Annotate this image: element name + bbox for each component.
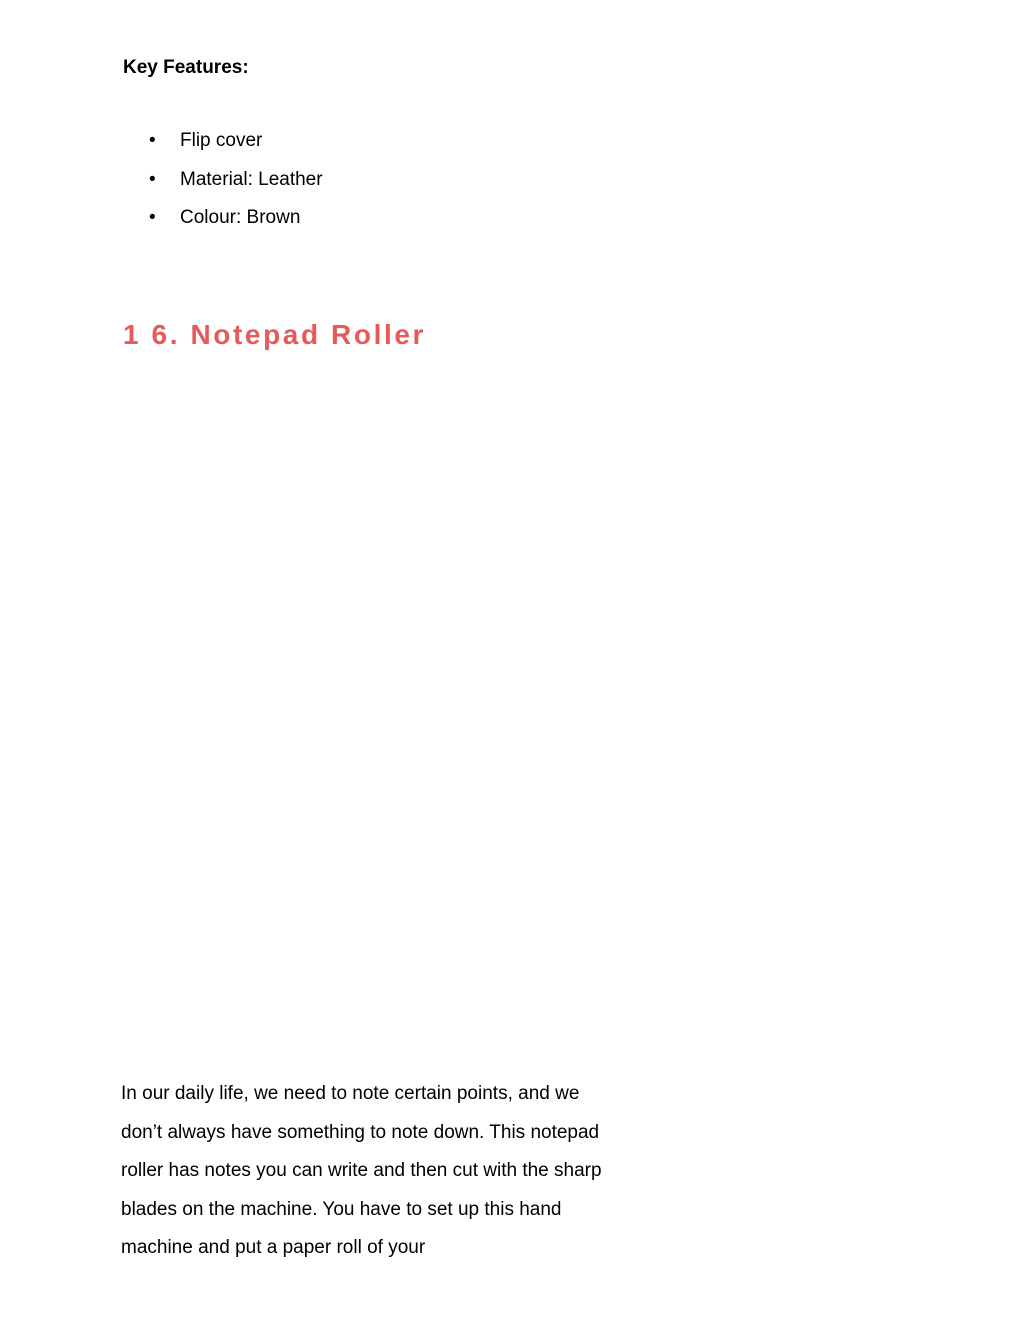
paragraph-line: don’t always have something to note down. This notepad: [121, 1121, 600, 1143]
bullet-icon: •: [149, 130, 156, 151]
key-features-heading: Key Features:: [123, 57, 249, 78]
feature-text: Colour: Brown: [180, 207, 301, 228]
paragraph-line: roller has notes you can write and then cut with the sharp: [121, 1160, 602, 1181]
bullet-icon: •: [149, 207, 156, 228]
feature-text: Material: Leather: [180, 168, 323, 190]
paragraph-line: blades on the machine. You have to set up this hand: [121, 1198, 562, 1220]
paragraph-line: In our daily life, we need to note certain points, and we: [121, 1083, 580, 1104]
paragraph-line: machine and put a paper roll of your: [121, 1237, 426, 1258]
section-title: 1 6. Notepad Roller: [123, 319, 427, 350]
bullet-icon: •: [149, 168, 156, 190]
body-paragraph: [121, 1075, 661, 1268]
feature-text: Flip cover: [180, 130, 263, 151]
